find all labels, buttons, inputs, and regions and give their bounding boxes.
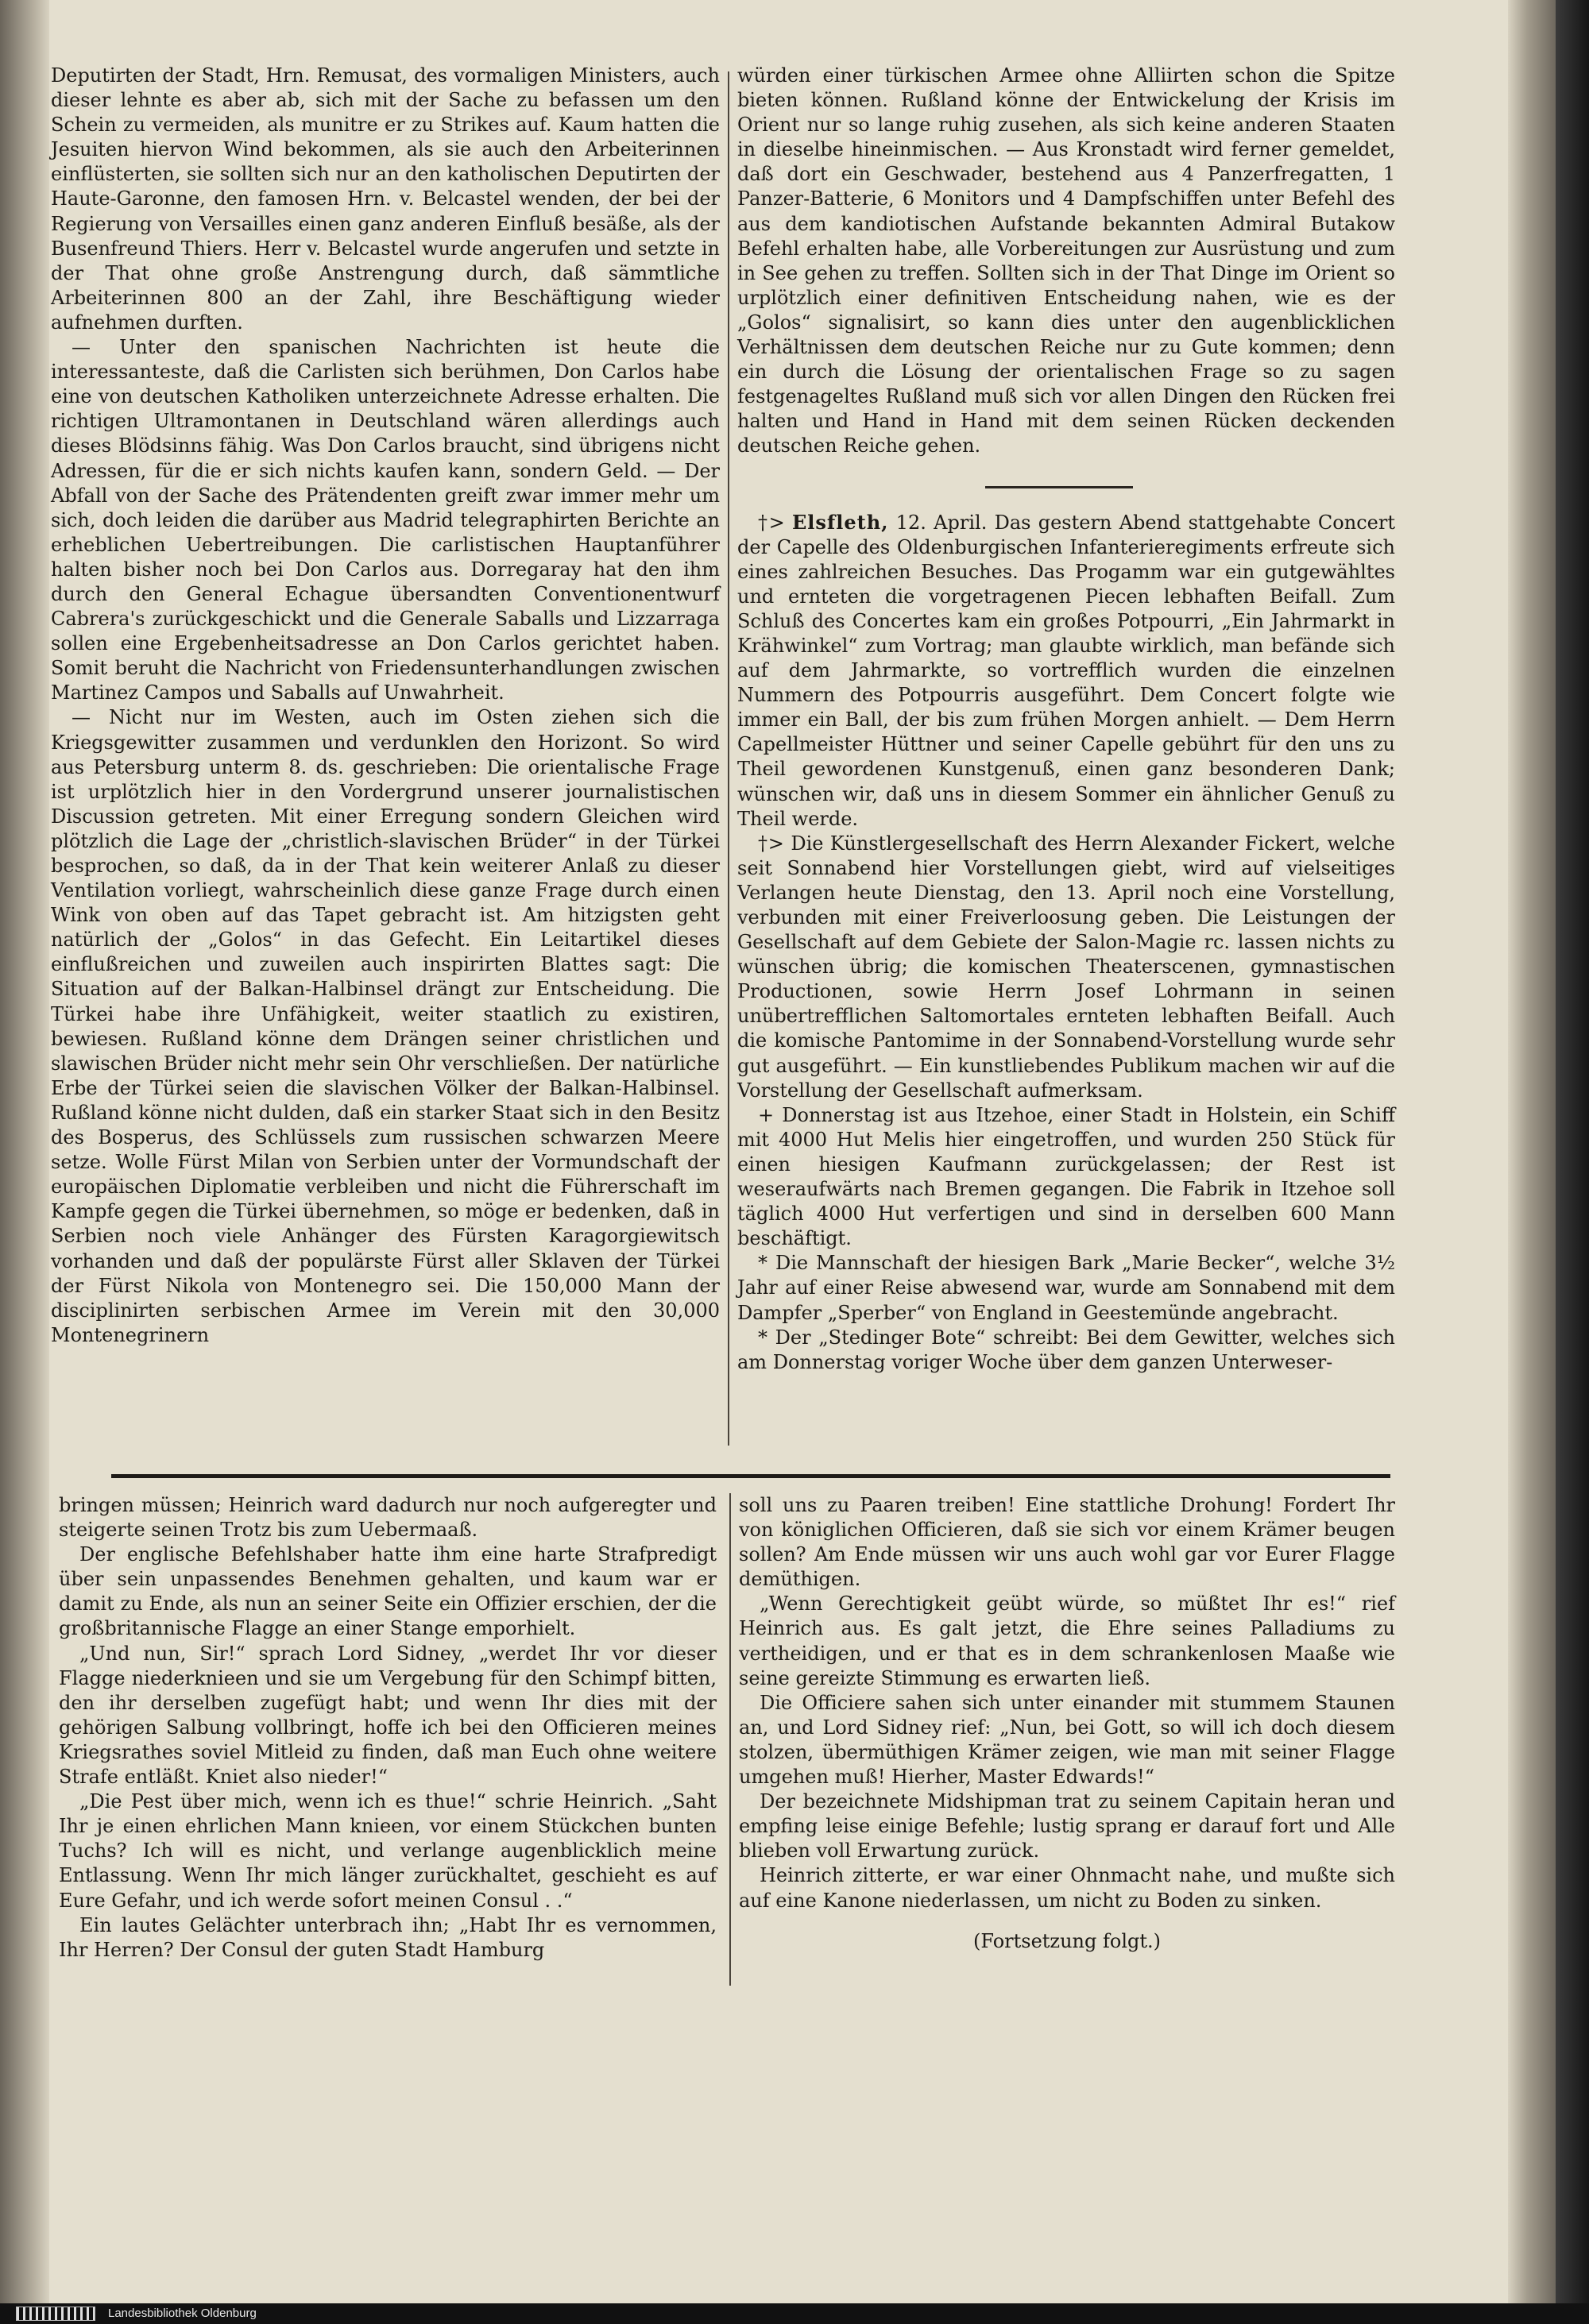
local-news-lead — [737, 510, 1395, 832]
dateline-date: 12. April. — [895, 511, 988, 534]
feuilleton-paragraph: Ein lautes Gelächter unterbrach ihn; „Habt Ihr es vernommen, Ihr Herren? Der Consul der guten Stadt Hamburg — [59, 1913, 717, 1961]
feuilleton-left-column — [59, 1493, 717, 1963]
section-spacer — [737, 459, 1395, 510]
dateline-mark: †> — [758, 511, 785, 534]
column-divider-top — [728, 71, 729, 1446]
feuilleton-paragraph: „Und nun, Sir!“ sprach Lord Sidney, „werdet Ihr vor dieser Flagge niederknieen und sie um Vergebung für den Schimpf bitten, den ihr derselben zugefügt habt; und wenn Ihr dies mit der gehörigen Salbung vollbringt, hoffe ich bei den Officieren meines Kriegsrathes soviel Mitleid zu finden, daß man Euch ohne weitere Strafe entläßt. Kniet also nieder!“ — [59, 1642, 717, 1789]
feuilleton-right-column — [739, 1493, 1395, 1954]
local-news-paragraph: * Der „Stedinger Bote“ schreibt: Bei dem Gewitter, welches sich am Donnerstag voriger Woche über dem ganzen Unterweser- — [737, 1326, 1395, 1373]
dateline-place: Elsfleth, — [791, 510, 889, 534]
footer-bar — [0, 2303, 1589, 2324]
column-divider-bottom — [729, 1493, 731, 1986]
feuilleton-paragraph: Der englische Befehlshaber hatte ihm eine harte Strafpredigt über sein unpassendes Benehmen gehalten, und kaum war er damit zu Ende, als nun an seiner Seite ein Offizier erschien, der die großbritannische Flagge an einer Stange emporhielt. — [59, 1543, 717, 1640]
library-logo-icon — [16, 2307, 95, 2321]
feuilleton-paragraph: Der bezeichnete Midshipman trat zu seinem Capitain heran und empfing leise einige Befehle; lustig sprang er darauf fort und Alle blieben voll Erwartung zurück. — [739, 1790, 1395, 1863]
local-news-paragraph: + Donnerstag ist aus Itzehoe, einer Stadt in Holstein, ein Schiff mit 4000 Hut Melis hier eingetroffen, und wurden 250 Stück für einen hiesigen Kaufmann zurückgelassen; der Rest ist weseraufwärts nach Bremen gegangen. Die Fabrik in Itzehoe soll täglich 4000 Hut verfertigen und sind in derselben 600 Mann beschäftigt. — [737, 1103, 1395, 1250]
feuilleton-paragraph: „Wenn Gerechtigkeit geübt würde, so müßtet Ihr es!“ rief Heinrich aus. Es galt jetzt, die Ehre seines Palladiums zu vertheidigen, und er that es in dem schrankenlosen Maaße wie seine gereizte Stimmung es erwarten ließ. — [739, 1592, 1395, 1689]
feuilleton-paragraph: bringen müssen; Heinrich ward dadurch nur noch aufgeregter und steigerte seinen Trotz bis zum Uebermaaß. — [59, 1494, 717, 1542]
article-paragraph: — Nicht nur im Westen, auch im Osten ziehen sich die Kriegsgewitter zusammen und verdunklen den Horizont. So wird aus Petersburg unterm 8. ds. geschrieben: Die orientalische Frage ist urplötzlich hier in den Vordergrund unserer journalistischen Discussion getreten. Mit einer Erregung sondern Gleichen wird plötzlich die Lage der „christlich-slavischen Brüder“ in der Türkei besprochen, so daß, da in der That kein weiterer Anlaß zu dieser Ventilation vorliegt, wahrscheinlich diese ganze Frage durch einen Wink von oben auf das Tapet gebracht ist. Am hitzigsten geht natürlich der „Golos“ in das Gefecht. Ein Leitartikel dieses einflußreichen und zuweilen auch inspirirten Blattes sagt: Die Situation auf der Balkan-Halbinsel drängt zur Entscheidung. Die Türkei habe ihre Unfähigkeit, weiter staatlich zu existiren, bewiesen. Rußland könne dem Drängen seiner christlichen und slawischen Brüder nicht mehr sein Ohr verschließen. Der natürliche Erbe der Türkei seien die slavischen Völker der Balkan-Halbinsel. Rußland könne nicht dulden, daß ein starker Staat sich in den Besitz des Bosperus, des Schlüssels zum russischen schwarzen Meere setze. Wolle Fürst Milan von Serbien unter der Vormundschaft der europäischen Diplomatie verbleiben und nicht die Führerschaft im Kampfe gegen die Türkei übernehmen, so möge er bedenken, daß in Serbien noch viele Anhänger des Fürsten Karagorgiewitsch vorhanden und daß der populärste Fürst aller Sklaven der Türkei der Fürst Nikola von Montenegro sei. Die 150,000 Mann der disciplinirten serbischen Armee im Verein mit den 30,000 Montenegrinern — [51, 706, 720, 1346]
article-paragraph: würden einer türkischen Armee ohne Alliirten schon die Spitze bieten können. Rußland könne der Entwickelung der Krisis im Orient nur so lange ruhig zusehen, als sich keine anderen Staaten in dieselbe hineinmischen. — Aus Kronstadt wird ferner gemeldet, daß dort ein Geschwader, bestehend aus 4 Panzerfregatten, 1 Panzer-Batterie, 6 Monitors und 4 Dampfschiffen unter Befehl des aus dem kandiotischen Aufstande bekannten Admiral Butakow Befehl erhalten habe, alle Vorbereitungen zur Ausrüstung und zum in See gehen zu treffen. Sollten sich in der That Dinge im Orient so urplötzlich einer definitiven Entscheidung nahen, wie es der „Golos“ signalisirt, so kann dies unter den augenblicklichen Verhältnissen dem deutschen Reiche nur zu Gute kommen; denn ein durch die Lösung der orientalischen Frage so zu sagen festgenageltes Rußland muß sich vor allen Dingen den Rücken frei halten und Hand in Hand mit dem seinen Rücken deckenden deutschen Reiche gehen. — [737, 64, 1395, 457]
article-paragraph: Deputirten der Stadt, Hrn. Remusat, des vormaligen Ministers, auch dieser lehnte es aber ab, sich mit der Sache zu befassen um den Schein zu vermeiden, als munitre er zu Strikes auf. Kaum hatten die Jesuiten hiervon Wind bekommen, als sie auch den Arbeiterinnen einflüsterten, sie sollten sich nur an den katholischen Deputirten der Haute-Garonne, den famosen Hrn. v. Belcastel wenden, der bei der Regierung von Versailles einen ganz anderen Einfluß besäße, als der Busenfreund Thiers. Herr v. Belcastel wurde angerufen und setzte in der That ohne große Anstrengung durch, daß sämmtliche Arbeiterinnen 800 an der Zahl, ihre Beschäftigung wieder aufnehmen durften. — [51, 64, 720, 334]
page-right-edge — [1508, 0, 1556, 2303]
local-news-paragraph: †> Die Künstlergesellschaft des Herrn Alexander Fickert, welche seit Sonnabend hier Vorstellungen giebt, wird auf vielseitiges Verlangen heute Dienstag, den 13. April noch eine Vorstellung, verbunden mit einer Freiverloosung geben. Die Leistungen der Gesellschaft auf dem Gebiete der Salon-Magie rc. lassen nichts zu wünschen übrig; die komischen Theaterscenen, gymnastischen Productionen, sowie Herrn Josef Lohrmann in seinen unübertrefflichen Saltomortales ernteten lebhaften Beifall. Auch die komische Pantomime in der Sonnabend-Vorstellung wurde sehr gut ausgeführt. — Ein kunstliebendes Publikum machen wir auf die Vorstellung der Gesellschaft aufmerksam. — [737, 832, 1395, 1102]
library-name: Landesbibliothek Oldenburg — [108, 2307, 257, 2320]
section-divider — [985, 486, 1133, 488]
feuilleton-paragraph: Die Officiere sahen sich unter einander mit stummem Staunen an, und Lord Sidney rief: „Nun, bei Gott, so will ich doch diesem stolzen, übermüthigen Krämer zeigen, wie man mit seiner Flagge umgehen muß! Hierher, Master Edwards!“ — [739, 1691, 1395, 1789]
local-news-paragraph: Das gestern Abend stattgehabte Concert der Capelle des Oldenburgischen Infanterieregiments erfreute sich eines zahlreichen Besuches. Das Progamm war ein gutgewähltes und ernteten die vorgetragenen Piecen lebhaften Beifall. Zum Schluß des Concertes kam ein großes Potpourri, „Ein Jahrmarkt in Krähwinkel“ zum Vortrag; man glaubte wirklich, man befände sich auf dem Jahrmarkte, so vortrefflich wurden die einzelnen Nummern des Potpourris ausgeführt. Dem Concert folgte wie immer ein Ball, der bis zum frühen Morgen anhielt. — Dem Herrn Capellmeister Hüttner und seiner Capelle gebührt für den uns zu Theil gewordenen Kunstgenuß, einen ganz besonderen Dank; wünschen wir, daß uns in diesem Sommer ein ähnlicher Genuß zu Theil werde. — [737, 511, 1395, 830]
scan-background-strip — [1556, 0, 1589, 2324]
article-top-left-column — [51, 64, 720, 1348]
local-news-paragraph: * Die Mannschaft der hiesigen Bark „Marie Becker“, welche 3½ Jahr auf einer Reise abwesend war, wurde am Sonnabend mit dem Dampfer „Sperber“ von England in Geestemünde angebracht. — [737, 1252, 1395, 1324]
feuilleton-paragraph: „Die Pest über mich, wenn ich es thue!“ schrie Heinrich. „Saht Ihr je einen ehrlichen Mann knieen, vor einem Stückchen bunten Tuchs? Ich will es nicht, und verlange augenblicklich meine Entlassung. Wenn Ihr mich länger zurückhaltet, geschieht es auf Eure Gefahr, und ich werde sofort meinen Consul . .“ — [59, 1790, 717, 1912]
article-top-right-column — [737, 64, 1395, 1375]
feuilleton-paragraph: Heinrich zitterte, er war einer Ohnmacht nahe, und mußte sich auf eine Kanone niederlassen, um nicht zu Boden zu sinken. — [739, 1864, 1395, 1912]
article-paragraph: — Unter den spanischen Nachrichten ist heute die interessanteste, daß die Carlisten sich berühmen, Don Carlos habe eine von deutschen Katholiken unterzeichnete Adresse erhalten. Die richtigen Ultramontanen in Deutschland wären allerdings auch dieses Blödsinns fähig. Was Don Carlos braucht, sind übrigens nicht Adressen, für die er sich nichts kaufen kann, sondern Geld. — Der Abfall von der Sache des Prätendenten greift zwar immer mehr um sich, doch leiden die darüber aus Madrid telegraphirten Berichte an erheblichen Uebertreibungen. Die carlistischen Hauptanführer halten bisher noch bei Don Carlos aus. Dorregaray hat den ihm durch den General Echague übersandten Conventionentwurf Cabrera's zurückgeschickt und die Generale Saballs und Lizzarraga sollen eine Ergebenheitsadresse an Don Carlos gerichtet haben. Somit beruht die Nachricht von Friedensunterhandlungen zwischen Martinez Campos und Saballs auf Unwahrheit. — [51, 336, 720, 705]
feuilleton-divider — [111, 1474, 1390, 1478]
continuation-note: (Fortsetzung folgt.) — [973, 1929, 1161, 1952]
page-binding-edge — [0, 0, 49, 2303]
feuilleton-paragraph: soll uns zu Paaren treiben! Eine stattliche Drohung! Fordert Ihr von königlichen Officieren, daß sie sich vor einem Krämer beugen sollen? Am Ende müssen wir uns auch wohl gar vor Eurer Flagge demüthigen. — [739, 1494, 1395, 1591]
